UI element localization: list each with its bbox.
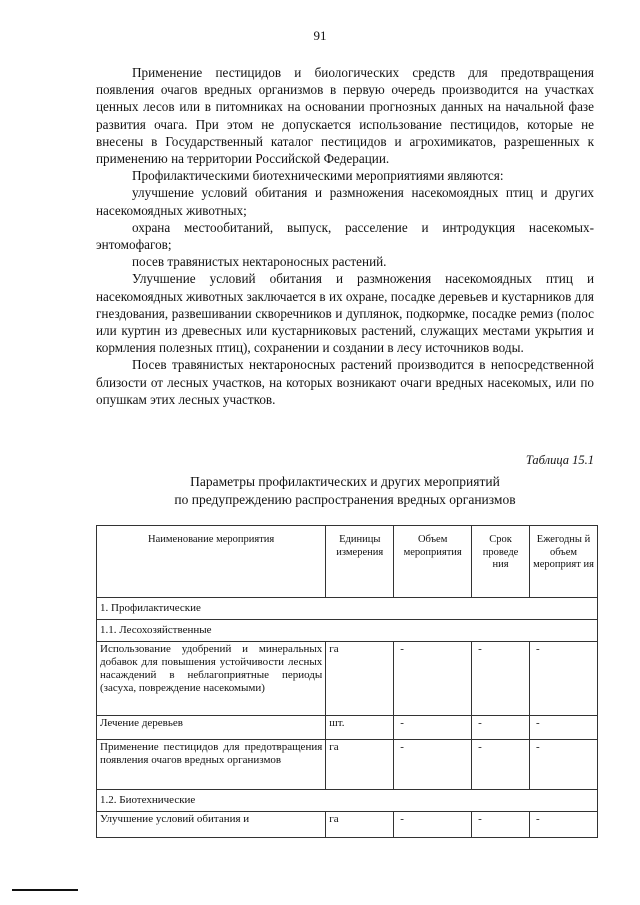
section-cell: 1.1. Лесохозяйственные xyxy=(97,620,598,642)
cell-volume: - xyxy=(394,740,472,790)
footnote-divider xyxy=(12,889,78,891)
table-title-line-2: по предупреждению распространения вредных организмов xyxy=(174,492,516,507)
cell-volume: - xyxy=(394,716,472,740)
section-cell: 1.2. Биотехнические xyxy=(97,790,598,812)
cell-unit: га xyxy=(326,812,394,838)
cell-unit: шт. xyxy=(326,716,394,740)
cell-unit: га xyxy=(326,740,394,790)
cell-term: - xyxy=(472,740,530,790)
table-title-line-1: Параметры профилактических и других мероприятий xyxy=(190,474,500,489)
paragraph-list-birds: улучшение условий обитания и размножения насекомоядных птиц и других насекомоядных животных; xyxy=(96,185,594,218)
body-text xyxy=(96,64,594,408)
cell-unit: га xyxy=(326,642,394,716)
header-unit: Единицы измерения xyxy=(326,526,394,598)
paragraph-list-entomophages: охрана местообитаний, выпуск, расселение и интродукция насекомых-энтомофагов; xyxy=(96,219,594,253)
table-label: Таблица 15.1 xyxy=(525,453,594,467)
cell-annual: - xyxy=(530,812,598,838)
cell-annual: - xyxy=(530,740,598,790)
paragraph-birds-details: Улучшение условий обитания и размножения насекомоядных птиц и насекомоядных животных заключается в их охране, посадке деревьев и кустарников для гнездования, развешивании скворечников и дуплянок, подкормке, посадке ремиз (полос или куртин из древесных или кустарниковых растений, служащих местами укрытия и кормления полезных птиц), сохранении и создании в лесу источников воды. xyxy=(96,271,594,356)
table-header-row xyxy=(97,526,598,598)
table-row xyxy=(97,812,598,838)
table-row xyxy=(97,740,598,790)
measures-table xyxy=(96,525,598,838)
paragraph-pesticides: Применение пестицидов и биологических средств для предотвращения появления очагов вредных организмов в первую очередь производится на участках ценных лесов или в питомниках на основании прогнозных данных на начальной фазе развития очага. При этом не допускается использование пестицидов, которые не внесены в Государственный каталог пестицидов и агрохимикатов, разрешенных к применению на территории Российской Федерации. xyxy=(96,65,594,167)
page-number: 91 xyxy=(313,28,327,43)
table-row-section xyxy=(97,598,598,620)
cell-name: Применение пестицидов для предотвращения появления очагов вредных организмов xyxy=(97,740,326,790)
table-row xyxy=(97,642,598,716)
cell-term: - xyxy=(472,716,530,740)
cell-term: - xyxy=(472,642,530,716)
table-title xyxy=(96,473,594,509)
cell-name: Лечение деревьев xyxy=(97,716,326,740)
cell-name: Использование удобрений и минеральных добавок для повышения устойчивости лесных насаждений в неблагоприятные периоды (засуха, повреждение насекомыми) xyxy=(97,642,326,716)
cell-name: Улучшение условий обитания и xyxy=(97,812,326,838)
table-row-section xyxy=(97,620,598,642)
cell-volume: - xyxy=(394,812,472,838)
cell-term: - xyxy=(472,812,530,838)
cell-annual: - xyxy=(530,642,598,716)
section-cell: 1. Профилактические xyxy=(97,598,598,620)
paragraph-list-sowing: посев травянистых нектароносных растений. xyxy=(132,254,387,270)
table-row xyxy=(97,716,598,740)
table-row-section xyxy=(97,790,598,812)
header-name: Наименование мероприятия xyxy=(97,526,326,598)
header-volume: Объем мероприятия xyxy=(394,526,472,598)
header-term: Срок проведе ния xyxy=(472,526,530,598)
paragraph-biotech-intro: Профилактическими биотехническими мероприятиями являются: xyxy=(132,168,504,184)
cell-annual: - xyxy=(530,716,598,740)
paragraph-sowing-details: Посев травянистых нектароносных растений производится в непосредственной близости от лесных участков, на которых возникают очаги вредных насекомых, или по опушкам этих лесных участков. xyxy=(96,357,594,407)
cell-volume: - xyxy=(394,642,472,716)
header-annual: Ежегодны й объем мероприят ия xyxy=(530,526,598,598)
